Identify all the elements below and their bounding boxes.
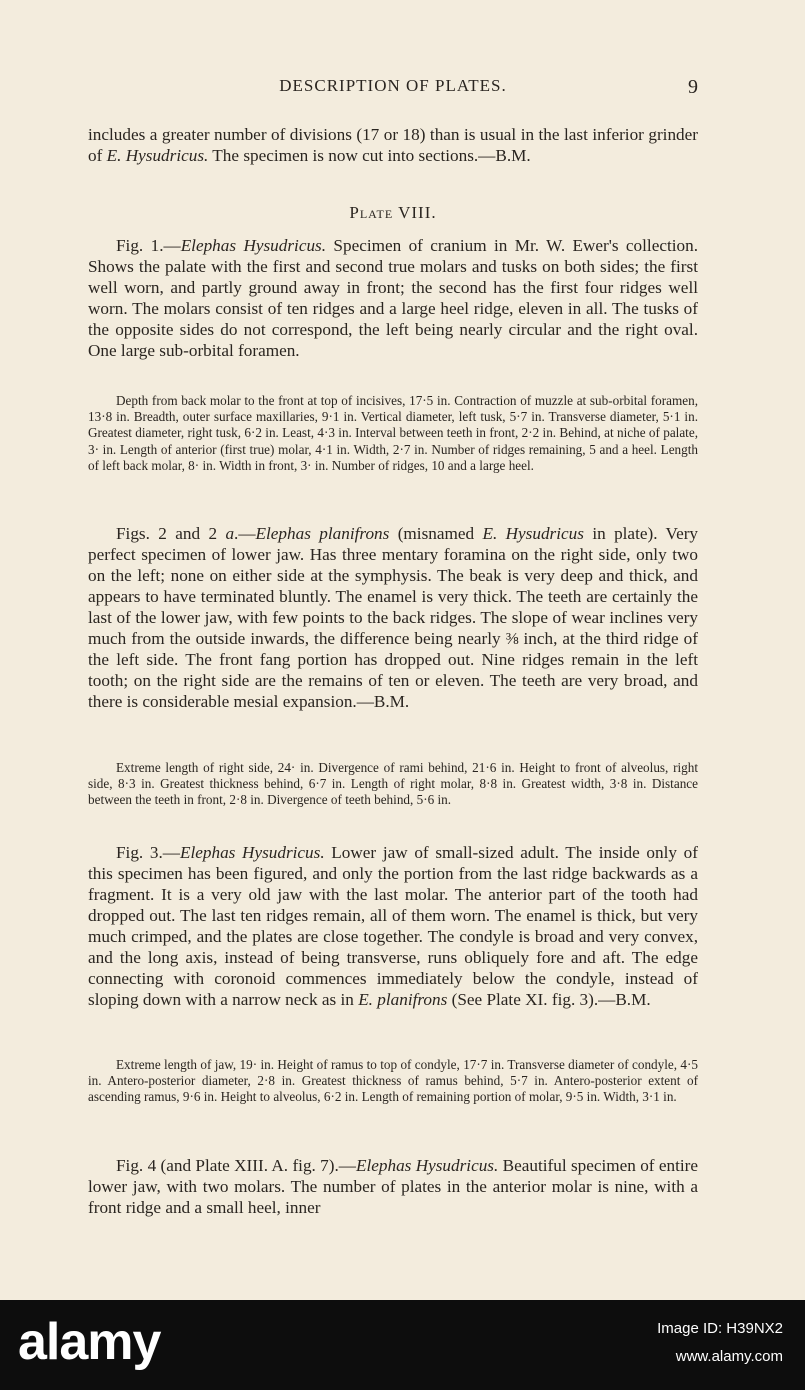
plate-heading: Plate VIII. bbox=[349, 203, 437, 222]
fig2-measurements: Extreme length of right side, 24· in. Divergence of rami behind, 21·6 in. Height to front of alveolus, right side, 8·3 in. Greatest thickness behind, 6·7 in. Length of right molar, 8·8 in. Greatest width, 3·8 in. Distance between the teeth in front, 2·8 in. Divergence of teeth behind, 5·6 in. bbox=[88, 760, 698, 808]
fig3-measurements: Extreme length of jaw, 19· in. Height of ramus to top of condyle, 17·7 in. Transverse diameter of condyle, 4·5 in. Antero-posterior diameter, 2·8 in. Greatest thickness of ramus behind, 5·7 in. Antero-posterior extent of ascending ramus, 9·6 in. Height to alveolus, 6·2 in. Length of remaining portion of molar, 9·5 in. Width, 3·1 in. bbox=[88, 1057, 698, 1105]
running-title: DESCRIPTION OF PLATES. bbox=[279, 76, 507, 95]
intro-paragraph: includes a greater number of divisions (17 or 18) than is usual in the last inferior grinder of E. Hysudricus. The specimen is now cut into sections.—B.M. bbox=[88, 125, 698, 165]
running-header bbox=[88, 76, 698, 102]
alamy-logo: alamy bbox=[18, 1313, 161, 1371]
fig2-paragraph: Figs. 2 and 2 a.—Elephas planifrons (misnamed E. Hysudricus in plate). Very perfect specimen of lower jaw. Has three mentary foramina on the right side, only two on the left; none on either side at the symphysis. The beak is very deep and thick, and appears to have terminated bluntly. The enamel is very thick. The teeth are certainly the last of the lower jaw, with few points to the back ridges. The slope of wear inclines very much from the outside inwards, the difference being nearly ⅜ inch, at the third ridge of the left side. The front fang portion has dropped out. Nine ridges remain in the left tooth; on the right side are the remains of ten or eleven. The teeth are very broad, and there is considerable mesial expansion.—B.M. bbox=[88, 524, 699, 711]
fig4-paragraph: Fig. 4 (and Plate XIII. A. fig. 7).—Elephas Hysudricus. Beautiful specimen of entire lower jaw, with two molars. The number of plates in the anterior molar is nine, with a front ridge and a small heel, inner bbox=[88, 1156, 698, 1217]
fig3-paragraph: Fig. 3.—Elephas Hysudricus. Lower jaw of small-sized adult. The inside only of this specimen has been figured, and only the portion from the last ridge backwards as a fragment. It is a very old jaw with the last molar. The anterior part of the tooth had dropped out. The last ten ridges remain, all of them worn. The enamel is thick, but very much crimped, and the plates are close together. The condyle is broad and very convex, and the long axis, instead of being transverse, runs obliquely fore and aft. The edge connecting with coronoid commences immediately below the condyle, instead of sloping down with a narrow neck as in E. planifrons (See Plate XI. fig. 3).—B.M. bbox=[88, 843, 698, 1009]
fig1-measurements: Depth from back molar to the front at top of incisives, 17·5 in. Contraction of muzzle at sub-orbital foramen, 13·8 in. Breadth, outer surface maxillaries, 9·1 in. Vertical diameter, left tusk, 5·7 in. Transverse diameter, 5·1 in. Greatest diameter, right tusk, 6·2 in. Least, 4·3 in. Interval between teeth in front, 2·2 in. Behind, at niche of palate, 3· in. Length of anterior (first true) molar, 4·1 in. Width, 2·7 in. Number of ridges remaining, 5 and a heel. Length of left back molar, 8· in. Width in front, 3· in. Number of ridges, 10 and a large heel. bbox=[88, 393, 698, 473]
site-url-label: www.alamy.com bbox=[675, 1348, 783, 1365]
image-id-label: Image ID: H39NX2 bbox=[657, 1320, 783, 1337]
stock-footer-bar bbox=[0, 1300, 805, 1390]
fig1-paragraph: Fig. 1.—Elephas Hysudricus. Specimen of cranium in Mr. W. Ewer's collection. Shows the palate with the first and second true molars and tusks on both sides; the first well worn, and partly ground away in front; the second has the first four ridges well worn. The molars consist of ten ridges and a large heel ridge, eleven in all. The tusks of the opposite sides do not correspond, the left being nearly circular and the right oval. One large sub-orbital foramen. bbox=[88, 236, 698, 360]
page-number: 9 bbox=[688, 76, 698, 98]
